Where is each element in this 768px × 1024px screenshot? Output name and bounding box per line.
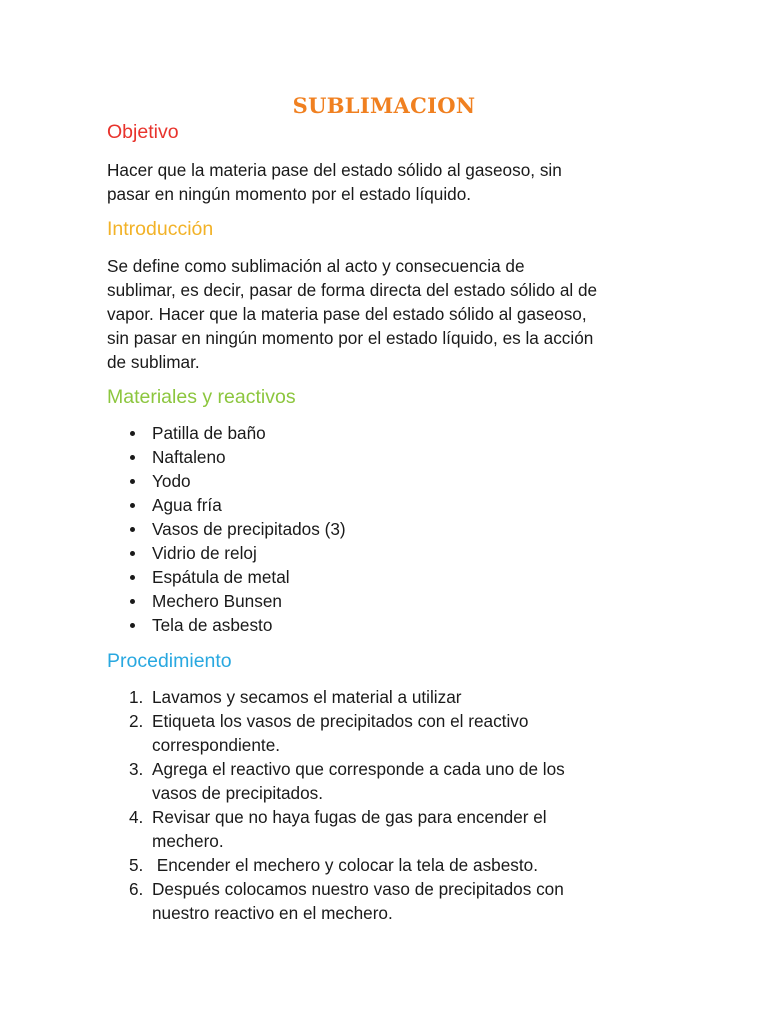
introduccion-line: vapor. Hacer que la materia pase del estado sólido al gaseoso, [107, 304, 587, 324]
heading-procedimiento: Procedimiento [107, 650, 232, 672]
list-item [0, 541, 346, 565]
list-item [0, 469, 346, 493]
step-item [0, 685, 565, 709]
list-item [0, 613, 346, 637]
list-item [0, 493, 346, 517]
step-line: correspondiente. [152, 735, 281, 755]
document-title: SUBLIMACION [292, 93, 476, 118]
step-item [0, 709, 565, 757]
step-line: Etiqueta los vasos de precipitados con el reactivo [152, 711, 529, 731]
step-number: 1. [129, 687, 144, 707]
step-item [0, 853, 565, 877]
bullet-icon [130, 455, 135, 460]
list-item [0, 517, 346, 541]
heading-objetivo: Objetivo [107, 121, 179, 143]
objetivo-line: pasar en ningún momento por el estado líquido. [107, 184, 472, 204]
list-item [0, 445, 346, 469]
step-item [0, 805, 565, 853]
step-line: Revisar que no haya fugas de gas para encender el [152, 807, 547, 827]
objetivo-paragraph [107, 158, 687, 206]
step-line: nuestro reactivo en el mechero. [152, 903, 393, 923]
step-text [152, 757, 565, 805]
list-item [0, 589, 346, 613]
heading-materiales: Materiales y reactivos [107, 386, 296, 408]
step-line: Después colocamos nuestro vaso de precipitados con [152, 879, 564, 899]
list-item [0, 565, 346, 589]
step-line: Lavamos y secamos el material a utilizar [152, 687, 462, 707]
step-text [152, 853, 565, 877]
introduccion-line: sin pasar en ningún momento por el estado líquido, es la acción [107, 328, 594, 348]
list-item-label: Patilla de baño [152, 423, 266, 443]
step-text [152, 685, 565, 709]
step-number: 6. [129, 879, 144, 899]
step-text [152, 805, 565, 853]
step-number: 5. [129, 855, 144, 875]
materiales-list [0, 421, 346, 637]
introduccion-paragraph [107, 254, 687, 374]
bullet-icon [130, 575, 135, 580]
step-line: mechero. [152, 831, 224, 851]
bullet-icon [130, 623, 135, 628]
list-item-label: Espátula de metal [152, 567, 290, 587]
heading-introduccion: Introducción [107, 218, 214, 240]
introduccion-line: Se define como sublimación al acto y consecuencia de [107, 256, 525, 276]
list-item-label: Yodo [152, 471, 191, 491]
list-item-label: Vidrio de reloj [152, 543, 257, 563]
step-line: Agrega el reactivo que corresponde a cada uno de los [152, 759, 565, 779]
list-item [0, 421, 346, 445]
bullet-icon [130, 503, 135, 508]
bullet-icon [130, 527, 135, 532]
list-item-label: Vasos de precipitados (3) [152, 519, 346, 539]
step-line: vasos de precipitados. [152, 783, 324, 803]
step-text [152, 709, 565, 757]
list-item-label: Naftaleno [152, 447, 226, 467]
introduccion-line: sublimar, es decir, pasar de forma directa del estado sólido al de [107, 280, 598, 300]
introduccion-line: de sublimar. [107, 352, 200, 372]
list-item-label: Tela de asbesto [152, 615, 273, 635]
bullet-icon [130, 599, 135, 604]
step-item [0, 877, 565, 925]
bullet-icon [130, 479, 135, 484]
step-number: 4. [129, 807, 144, 827]
objetivo-line: Hacer que la materia pase del estado sólido al gaseoso, sin [107, 160, 562, 180]
step-line: Encender el mechero y colocar la tela de asbesto. [152, 855, 538, 875]
list-item-label: Mechero Bunsen [152, 591, 282, 611]
bullet-icon [130, 431, 135, 436]
list-item-label: Agua fría [152, 495, 222, 515]
step-text [152, 877, 565, 925]
step-number: 3. [129, 759, 144, 779]
procedimiento-list [0, 685, 565, 925]
step-item [0, 757, 565, 805]
bullet-icon [130, 551, 135, 556]
step-number: 2. [129, 711, 144, 731]
